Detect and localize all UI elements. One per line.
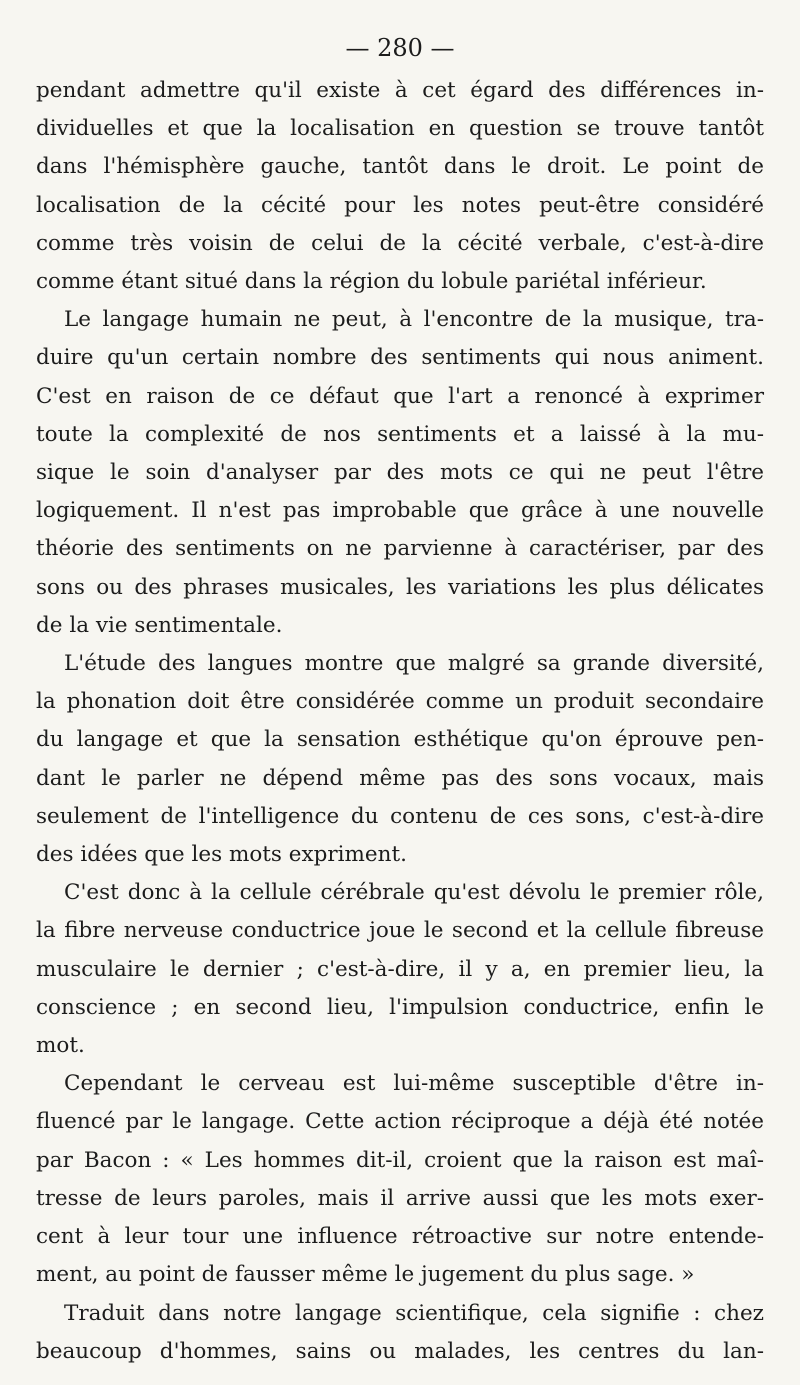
text-line: localisation de la cécité pour les notes peut-être considéré <box>36 192 764 218</box>
page-number: — 280 — <box>345 34 455 62</box>
text-line: dans l'hémisphère gauche, tantôt dans le droit. Le point de <box>36 154 764 180</box>
text-line: comme très voisin de celui de la cécité verbale, c'est-à-dire <box>36 230 764 256</box>
text-line: conscience ; en second lieu, l'impulsion conductrice, enfin le <box>36 994 764 1020</box>
text-line: beaucoup d'hommes, sains ou malades, les centres du lan- <box>36 1338 764 1364</box>
text-line: toute la complexité de nos sentiments et a laissé à la mu- <box>36 421 764 447</box>
text-line: Le langage humain ne peut, à l'encontre de la musique, tra- <box>64 307 764 333</box>
text-line: duire qu'un certain nombre des sentiments qui nous animent. <box>36 345 764 371</box>
paragraph <box>36 72 764 301</box>
text-line: des idées que les mots expriment. <box>36 842 407 868</box>
text-line: ment, au point de fausser même le jugement du plus sage. » <box>36 1262 695 1288</box>
text-line: du langage et que la sensation esthétique qu'on éprouve pen- <box>36 727 764 753</box>
text-line: par Bacon : « Les hommes dit-il, croient que la raison est maî- <box>36 1147 764 1173</box>
text-line: mot. <box>36 1033 85 1059</box>
text-line: tresse de leurs paroles, mais il arrive aussi que les mots exer- <box>36 1185 764 1211</box>
text-line: de la vie sentimentale. <box>36 612 283 638</box>
paragraph <box>36 301 764 645</box>
text-line: L'étude des langues montre que malgré sa grande diversité, <box>64 651 764 677</box>
text-line: comme étant situé dans la région du lobule pariétal inférieur. <box>36 269 707 295</box>
paragraph <box>36 1295 764 1371</box>
text-line: C'est en raison de ce défaut que l'art a renoncé à exprimer <box>36 383 764 409</box>
text-line: théorie des sentiments on ne parvienne à caractériser, par des <box>36 536 764 562</box>
text-line: logiquement. Il n'est pas improbable que grâce à une nouvelle <box>36 498 764 524</box>
text-line: sons ou des phrases musicales, les variations les plus délicates <box>36 574 764 600</box>
text-line: la phonation doit être considérée comme un produit secondaire <box>36 689 764 715</box>
text-line: cent à leur tour une influence rétroactive sur notre entende- <box>36 1224 764 1250</box>
text-line: dant le parler ne dépend même pas des sons vocaux, mais <box>36 765 764 791</box>
text-line: fluencé par le langage. Cette action réciproque a déjà été notée <box>36 1109 764 1135</box>
text-line: Traduit dans notre langage scientifique, cela signifie : chez <box>64 1300 764 1326</box>
paragraph <box>36 874 764 1065</box>
body-text <box>36 72 764 1371</box>
text-line: musculaire le dernier ; c'est-à-dire, il y a, en premier lieu, la <box>36 956 764 982</box>
text-line: seulement de l'intelligence du contenu de ces sons, c'est-à-dire <box>36 803 764 829</box>
paragraph <box>36 1065 764 1294</box>
text-line: dividuelles et que la localisation en question se trouve tantôt <box>36 116 764 142</box>
text-line: pendant admettre qu'il existe à cet égard des différences in- <box>36 78 764 103</box>
text-line: Cependant le cerveau est lui-même susceptible d'être in- <box>64 1071 764 1097</box>
text-line: C'est donc à la cellule cérébrale qu'est dévolu le premier rôle, <box>64 880 764 906</box>
paragraph <box>36 645 764 874</box>
text-line: la fibre nerveuse conductrice joue le second et la cellule fibreuse <box>36 918 764 944</box>
text-line: sique le soin d'analyser par des mots ce qui ne peut l'être <box>36 460 764 486</box>
